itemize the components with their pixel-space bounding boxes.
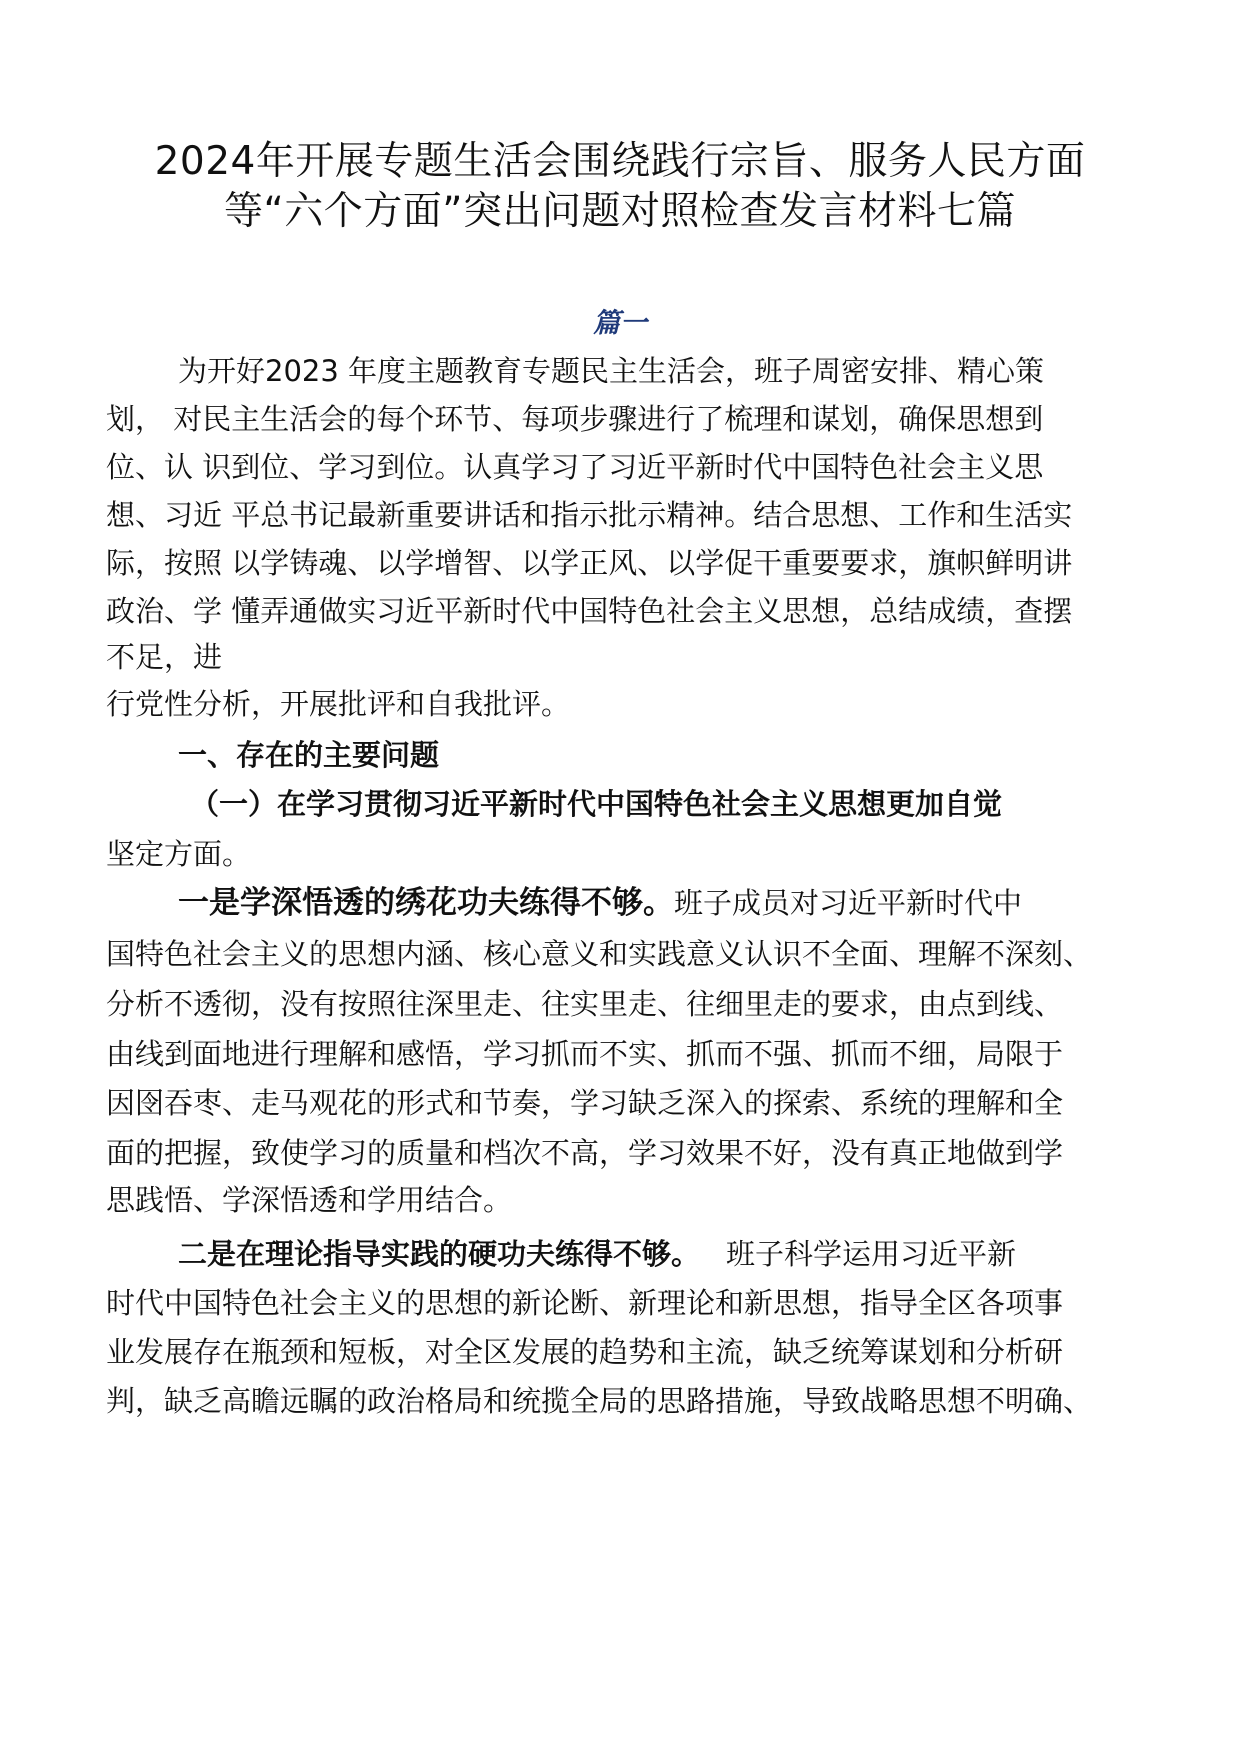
document-title-line-1: 2024年开展专题生活会围绕践行宗旨、服务人民方面 [154, 139, 1086, 184]
heading-main-problems: 一、存在的主要问题 [178, 738, 440, 772]
heading-subsection-line-2: 坚定方面。 [106, 837, 252, 871]
document-title-line-2: 等“六个方面”突出问题对照检查发言材料七篇 [224, 189, 1016, 234]
intro-line-4: 想、习近 平总书记最新重要讲话和指示批示精神。结合思想、工作和生活实 [106, 498, 1073, 532]
para2-line-2: 时代中国特色社会主义的思想的新论断、新理论和新思想，指导全区各项事 [106, 1286, 1064, 1320]
para1-line-5: 因囹吞枣、走马观花的形式和节奏，学习缺乏深入的探索、系统的理解和全 [106, 1086, 1064, 1120]
intro-line-3: 位、认 识到位、学习到位。认真学习了习近平新时代中国特色社会主义思 [106, 450, 1044, 484]
para1-first-line-rest: 班子成员对习近平新时代中 [674, 886, 1023, 920]
para2-line-4: 判，缺乏高瞻远瞩的政治格局和统揽全局的思路措施，导致战略思想不明确、 [106, 1384, 1093, 1418]
section-label: 篇一 [593, 308, 647, 339]
para1-line-4: 由线到面地进行理解和感悟，学习抓而不实、抓而不强、抓而不细，局限于 [106, 1037, 1064, 1071]
para2-first-line-rest: 班子科学运用习近平新 [726, 1237, 1017, 1271]
para1-line-7: 思践悟、学深悟透和学用结合。 [106, 1183, 513, 1217]
intro-line-1: 为开好2023 年度主题教育专题民主生活会，班子周密安排、精心策 [178, 354, 1045, 388]
para2-lead: 二是在理论指导实践的硬功夫练得不够。 [178, 1237, 701, 1271]
intro-line-6: 政治、学 懂弄通做实习近平新时代中国特色社会主义思想，总结成绩，查摆 [106, 594, 1073, 628]
para1-first-line [178, 883, 1022, 923]
intro-line-7: 不足，进 [106, 640, 223, 674]
para2-first-line [178, 1234, 1016, 1274]
para1-line-3: 分析不透彻，没有按照往深里走、往实里走、往细里走的要求，由点到线、 [106, 987, 1064, 1021]
intro-line-5: 际，按照 以学铸魂、以学增智、以学正风、以学促干重要要求，旗帜鲜明讲 [106, 546, 1073, 580]
para1-line-2: 国特色社会主义的思想内涵、核心意义和实践意义认识不全面、理解不深刻、 [106, 937, 1093, 971]
para1-line-6: 面的把握，致使学习的质量和档次不高，学习效果不好，没有真正地做到学 [106, 1136, 1064, 1170]
intro-line-2: 划， 对民主生活会的每个环节、每项步骤进行了梳理和谋划，确保思想到 [106, 402, 1044, 436]
heading-subsection-line-1: （一）在学习贯彻习近平新时代中国特色社会主义思想更加自觉 [190, 787, 1003, 821]
para2-line-3: 业发展存在瓶颈和短板，对全区发展的趋势和主流，缺乏统筹谋划和分析研 [106, 1335, 1064, 1369]
intro-line-8: 行党性分析，开展批评和自我批评。 [106, 687, 571, 721]
para1-lead: 一是学深悟透的绣花功夫练得不够。 [178, 885, 674, 921]
